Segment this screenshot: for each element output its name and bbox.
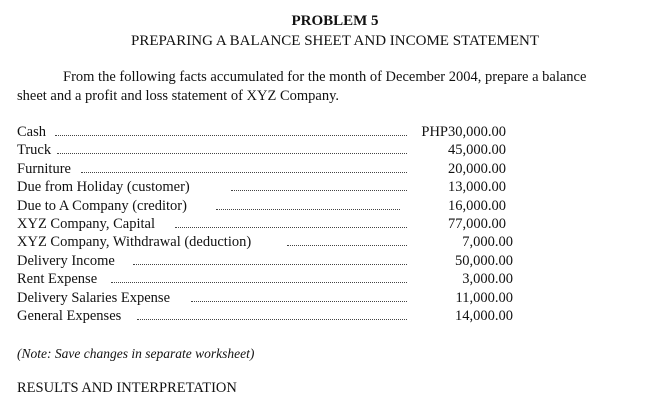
- account-amount: 7,000.00: [462, 234, 513, 251]
- account-label: Delivery Income: [17, 252, 115, 269]
- account-row-truck: [17, 141, 517, 159]
- account-amount: 45,000.00: [448, 142, 506, 159]
- account-row-delivery-salaries: [17, 289, 517, 307]
- account-row-capital: [17, 215, 517, 233]
- instructions-line-2: sheet and a profit and loss statement of XYZ Company.: [17, 88, 340, 104]
- account-label: General Expenses: [17, 307, 122, 324]
- account-row-furniture: [17, 160, 517, 178]
- account-row-due-from-holiday: [17, 178, 517, 196]
- account-row-general-expenses: [17, 307, 517, 325]
- account-amount: 3,000.00: [462, 271, 513, 288]
- account-amount: 11,000.00: [455, 289, 513, 306]
- instructions-paragraph: [17, 68, 657, 106]
- dot-leader: [231, 190, 407, 191]
- account-label: Rent Expense: [17, 271, 98, 288]
- dot-leader: [191, 301, 407, 302]
- note-text: (Note: Save changes in separate worksheet): [17, 346, 255, 361]
- account-label: Cash: [17, 124, 46, 140]
- account-label: Due to A Company (creditor): [17, 197, 187, 214]
- account-row-cash: [17, 123, 517, 141]
- dot-leader: [55, 135, 407, 136]
- problem-subtitle: PREPARING A BALANCE SHEET AND INCOME STATEMENT: [130, 33, 539, 49]
- account-label: Furniture: [17, 160, 71, 177]
- account-amount: 77,000.00: [448, 215, 506, 232]
- account-amount: PHP30,000.00: [421, 124, 506, 140]
- account-label: Due from Holiday (customer): [17, 179, 190, 196]
- dot-leader: [287, 245, 407, 246]
- dot-leader: [133, 264, 407, 265]
- dot-leader: [111, 282, 407, 283]
- dot-leader: [137, 319, 407, 320]
- account-amount: 16,000.00: [448, 197, 506, 214]
- dot-leader: [81, 172, 407, 173]
- account-label: XYZ Company, Withdrawal (deduction): [17, 234, 252, 251]
- account-row-rent-expense: [17, 270, 517, 288]
- account-row-due-to-a-company: [17, 197, 517, 215]
- results-heading: RESULTS AND INTERPRETATION: [17, 380, 237, 396]
- account-amount: 50,000.00: [455, 252, 513, 269]
- account-row-delivery-income: [17, 252, 517, 270]
- account-label: Truck: [17, 142, 52, 159]
- account-label: Delivery Salaries Expense: [17, 289, 171, 306]
- account-amount: 13,000.00: [448, 179, 506, 196]
- account-row-withdrawal: [17, 233, 517, 251]
- account-amount: 14,000.00: [455, 307, 513, 324]
- dot-leader: [216, 209, 400, 210]
- problem-title: PROBLEM 5: [291, 13, 379, 29]
- account-list: [17, 123, 517, 325]
- dot-leader: [175, 227, 407, 228]
- account-amount: 20,000.00: [448, 160, 506, 177]
- dot-leader: [57, 153, 407, 154]
- account-label: XYZ Company, Capital: [17, 215, 155, 232]
- instructions-line-1: From the following facts accumulated for the month of December 2004, prepare a balance: [63, 69, 587, 85]
